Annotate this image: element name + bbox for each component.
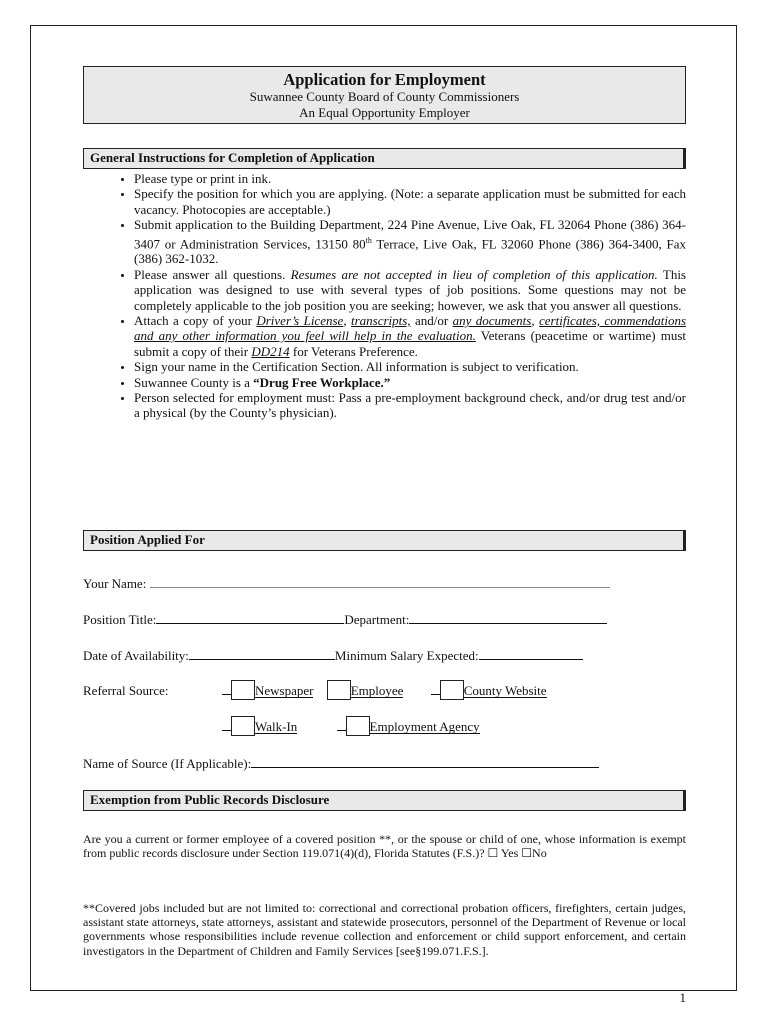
page-number: 1 [679,990,686,1005]
list-item: • Sign your name in the Certification Section. All information is subject to verification. [134,359,686,374]
position-heading: Position Applied For [83,530,686,551]
your-name-field[interactable] [150,576,610,588]
list-item: • Attach a copy of your Driver’s License, transcripts, and/or any documents, certificates, commendations and any other information you feel will help in the evaluation. Veterans (peacetime or wartime) must submit a copy of their DD214 for Veterans Preference. [134,313,686,359]
date-availability-label: Date of Availability: [83,648,189,663]
org-name: Suwannee County Board of County Commissioners [249,89,520,104]
position-title-label: Position Title: [83,612,157,627]
list-item: • Please type or print in ink. [134,171,686,186]
document-content [83,66,687,1005]
instructions-heading: General Instructions for Completion of Application [83,148,686,169]
employment-agency-checkbox[interactable] [346,716,370,736]
employee-option-label: Employee [350,683,404,698]
exemption-question: Are you a current or former employee of a covered position **, or the spouse or child of one, whose information is exempt from public records disclosure under Section 119.071(4)(d), Florida Statutes (F.S.)? ☐ Yes ☐No [83,832,686,861]
page-border [30,25,737,1005]
position-title-field[interactable] [156,612,344,624]
county-website-option-label: County Website [463,683,547,698]
exemption-heading: Exemption from Public Records Disclosure [83,790,686,811]
list-item: • Suwannee County is a “Drug Free Workplace.” [134,375,686,390]
referral-source-row [83,680,547,700]
exemption-note: **Covered jobs included but are not limited to: correctional and correctional probation officers, firefighters, certain judges, assistant state attorneys, state attorneys, assistant and statewide prosecutors, personnel of the Department of Revenue or local governments whose responsibilities include revenue collection and enforcement or child support enforcement, and certain investigators in the Department of Children and Family Services [see§199.071.F.S.]. [83,901,686,958]
page-title: Application for Employment [283,70,486,89]
date-availability-field[interactable] [189,648,335,660]
name-of-source-field[interactable] [251,756,599,768]
referral-source-label: Referral Source: [83,683,169,698]
position-title-row [83,612,607,628]
employee-checkbox[interactable] [327,680,351,700]
list-item: • Submit application to the Building Department, 224 Pine Avenue, Live Oak, FL 32064 Phone (386) 364-3407 or Administration Services, 13150 80th Terrace, Live Oak, FL 32060 Phone (386) 364-3400, Fax (386) 362-1032. [134,217,686,267]
name-of-source-label: Name of Source (If Applicable): [83,756,252,771]
instructions-list [83,171,686,421]
employment-agency-option-label: Employment Agency [369,719,480,734]
referral-source-row-2 [222,716,480,736]
name-of-source-row [83,756,599,772]
county-website-checkbox[interactable] [440,680,464,700]
availability-row [83,648,583,664]
title-block [83,66,686,124]
min-salary-label: Minimum Salary Expected: [334,648,479,663]
walk-in-checkbox[interactable] [231,716,255,736]
list-item: • Person selected for employment must: Pass a pre-employment background check, and/or drug test and/or a physical (by the County’s physician). [134,390,686,421]
your-name-row [83,576,610,592]
eeo-statement: An Equal Opportunity Employer [299,104,470,120]
list-item: • Specify the position for which you are applying. (Note: a separate application must be submitted for each vacancy. Photocopies are acceptable.) [134,186,686,217]
your-name-label: Your Name: [83,576,150,591]
newspaper-checkbox[interactable] [231,680,255,700]
min-salary-field[interactable] [479,648,583,660]
list-item: • Please answer all questions. Resumes are not accepted in lieu of completion of this application. This application was designed to use with several types of job positions. Some questions may not be completely applicable to the job position you are seeking; however, we ask that you answer all questions. [134,267,686,313]
walk-in-option-label: Walk-In [255,719,298,734]
newspaper-option-label: Newspaper [255,683,314,698]
department-field[interactable] [409,612,607,624]
department-label: Department: [344,612,410,627]
